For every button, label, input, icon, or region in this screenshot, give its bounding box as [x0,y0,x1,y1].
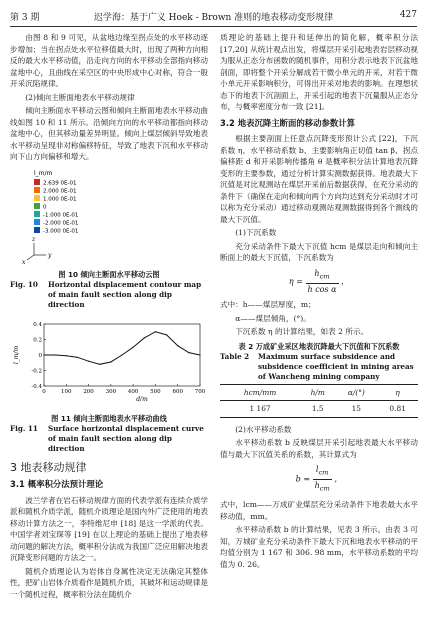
definition: α——煤层倾角，(°)。 [235,313,311,323]
paragraph: 波兰学者在岩石移动规律方面的代表学派有连续介质学派和随机介质学派，随机介质理论是国内外广泛使用的地表移动计算方法之一，李特维尼申 [18] 是这一学派的代表。中国学者刘宝琛等 [19] 在以上理论的基础上提出了地表移动问题的解决方法，概率积分法成为我国广泛应用解决地表沉降变形问题的方法之一。 [10,495,208,562]
left-column [10,32,208,602]
formula-lhs: η = [288,276,303,286]
data-point [43,354,44,355]
data-point [155,331,156,332]
subheading-dip-displacement: (2)倾向主断面地表水平移动规律 [25,92,135,102]
formula-tail: ， [334,474,343,484]
contour-legend [34,179,78,235]
figure-11-caption-cn: 图 11 倾向主断面地表水平移动曲线 [51,413,167,423]
paragraph: 水平移动系数 b 的计算结果，见表 3 所示。由表 3 可知，万城矿业充分采动条件下最大下沉和地表水平移动的平均值分别为 1 167 和 306. 98 mm，水平移动系数的平均值为 0. 26。 [220,525,418,569]
issue-number: 第 3 期 [10,13,40,23]
table-cell: 1 167 [220,401,300,418]
table-header: η [377,384,418,401]
subheading-subsidence-coefficient: (1)下沉系数 [235,228,277,237]
paragraph: 根据主要剖面上任意点沉降变形预计公式 [22]，下沉系数 η、水平移动系数 b、主要影响角正切值 tan β、拐点偏移距 d 和开采影响传播角 θ 是概率积分法计算地表沉降变形的主要参数，通过分析计算实测数据获得。地表最大下沉值是对比观测站在煤层开采前后数据获得，在充分采动的条件下（确保在走向和倾向两个方向均达到充分采动时才可以称为充分采动）通过移动观测站观测数据得到各个测线的最大下沉值。 [220,134,418,224]
data-point [133,347,134,348]
series-line [44,332,200,365]
figure-10 [10,165,208,311]
data-point [121,354,122,355]
table-cell: 1.5 [300,401,335,418]
legend-swatch [34,179,40,185]
header-rule [10,26,417,27]
legend-value: 0 [43,204,47,210]
legend-swatch [34,195,40,201]
formula-numerator: l [315,465,319,475]
table-header: hcm/mm [220,384,300,401]
y-tick-label: -0.4 [31,384,42,390]
running-header [10,10,417,24]
legend-value: 2.639 0E-01 [43,180,77,186]
figure-11-label: Fig. 11 [10,423,38,433]
table-header: h/m [300,384,335,401]
table-2 [220,384,418,418]
table-cell: 0.81 [377,401,418,418]
x-axis-label: d/m [136,396,148,403]
paragraph: 充分采动条件下最大下沉值 hcm 是煤层走向和倾向主断面上的最大下沉值，下沉系数为 [220,241,418,262]
axis-z-label: z [32,235,36,243]
x-tick-label: 100 [61,389,72,395]
data-point [144,337,145,338]
table-cell: 15 [335,401,377,418]
legend-swatch [34,203,40,209]
x-tick-label: 200 [83,389,94,395]
data-point [88,361,89,362]
data-point [166,334,167,335]
legend-swatch [34,187,40,193]
data-point [188,352,189,353]
figure-11 [10,316,208,454]
table-header: α/(°) [335,384,377,401]
figure-10-label: Fig. 10 [10,280,38,289]
legend-value: 2.000 0E-01 [43,188,77,194]
legend-value: -2.000 0E-01 [43,220,79,226]
data-point [77,357,78,358]
figure-10-caption-en: Horizontal displacement contour map of main fault section along dip direction [48,280,202,309]
legend-swatch [34,227,40,233]
y-axis-label: l_m/m [13,345,20,365]
formula-lhs: b = [295,474,311,484]
table-2-caption [220,342,418,382]
x-tick-label: 700 [194,389,206,395]
paragraph: 水平移动系数 b 反映煤层开采引起地表最大水平移动值与最大下沉值关系的系数，其计算式为 [220,438,418,459]
legend-value: -3.000 0E-01 [43,228,79,234]
y-tick-label: 0.2 [33,337,42,344]
x-tick-label: 400 [127,389,139,395]
formula-numerator: h [314,268,320,278]
section-3-1-heading: 3.1 概率积分法预计理论 [10,479,104,489]
paragraph: 倾向主断面水平移动云图和倾向主断面地表水平移动曲线如图 10 和 11 所示。沿倾向方向的水平移动都指向移动盆地中心，但其移动量差异明显。倾向上煤层倾斜导致地表水平移动呈现非对称偏移特征，导致了地表下沉和水平移动向下山方向偏移和增大。 [10,106,208,161]
section-3-2-heading: 3.2 地表沉降主断面的移动参数计算 [220,117,356,128]
y-tick-label: 0.4 [33,322,42,328]
x-tick-label: 0 [42,389,46,395]
figure-11-caption-en: Surface horizontal displacement curve of main fault section along dip direction [48,423,204,453]
table-2-label: Table 2 [220,351,250,361]
formula-denominator: h cos α [307,284,337,294]
right-column [220,32,418,572]
legend-swatch [34,219,40,225]
data-point [199,354,200,355]
table-2-caption-en: Maximum surface subsidence and subsidence coefficient in mining areas of Wancheng mining company [258,351,414,381]
definition: 式中，lcm——万成矿业煤层充分采动条件下地表最大水平移动值，mm。 [220,500,418,521]
x-tick-label: 300 [105,389,117,395]
table-row [220,401,418,418]
axis-x-label: x [22,258,26,265]
y-tick-label: 0 [38,353,42,359]
section-3-heading: 3 地表移动规律 [10,460,87,474]
chart-series [43,331,200,365]
legend-value: 1.000 0E-01 [43,196,77,202]
formula-numerator-sub: cm [319,272,330,281]
formula-denominator: h [314,481,320,491]
table-2-caption-cn: 表 2 万成矿业采区地表沉降最大下沉值和下沉系数 [238,341,400,351]
formula-numerator-sub: cm [318,468,329,477]
page-number: 427 [399,10,417,20]
legend-value: -1.000 0E-01 [43,212,79,218]
formula-eta [220,268,418,296]
figure-11-caption [10,414,208,454]
x-tick-label: 600 [172,389,183,395]
subheading-horizontal-coefficient: (2)水平移动系数 [235,424,292,434]
paragraph: 随机介质理论认为岩体自身属性决定无法确定其整体性，把矿山岩体介质看作是随机介质，其破坏和运动规律是一个随机过程，概率积分法在随机介 [10,566,208,599]
legend-unit: l_m/m [34,169,53,177]
y-tick-label: -0.2 [31,368,42,375]
formula-b [220,464,418,495]
contour-map [10,165,208,265]
definition: 式中：h——煤层厚度，m； [220,300,316,310]
data-point [110,361,111,362]
figure-10-caption-cn: 图 10 倾向主断面水平移动云图 [58,270,160,279]
data-point [66,355,67,356]
paragraph: 由图 8 和 9 可见，从盆地边缘至拐点处的水平移动逐步增加；当在拐点处水平位移值最大时，出现了两种方向相反的最大水平移动值，沿走向方向的水平移动全部指向移动盆地中心，且曲线在采空区的中央形成中心对称，符合一般开采沉陷规律。 [10,33,208,88]
data-point [177,345,178,346]
paragraph: 质理论的基础上提升和延伸出的简化解，概率积分法 [17,20] 从统计观点出发，将煤层开采引起地表岩层移动视为服从正态分布函数的随机事件，用积分表示地表下沉盆地剖面，即将整个开采分解成若干微小单元的开采，对若干微小单元开采影响积分，可得出开采对地表的影响。在理想状态下的地表下沉剖面上，开采引起的地表下沉量服从正态分布，与概率密度分布一致 [21]。 [220,33,418,111]
data-point [99,364,100,365]
legend-swatch [34,211,40,217]
x-tick-label: 500 [150,389,161,395]
running-title: 迟学海：基于广义 Hoek - Brown 准则的地表移动变形规律 [93,13,334,23]
axis-triad [22,236,52,265]
displacement-chart [10,316,208,408]
axis-y-label: y [48,251,52,259]
data-point [55,354,56,355]
formula-tail: ， [341,276,350,286]
paragraph: 下沉系数 η 的计算结果，如表 2 所示。 [235,327,369,337]
formula-denominator-sub: cm [319,484,330,493]
figure-10-caption [10,270,208,310]
